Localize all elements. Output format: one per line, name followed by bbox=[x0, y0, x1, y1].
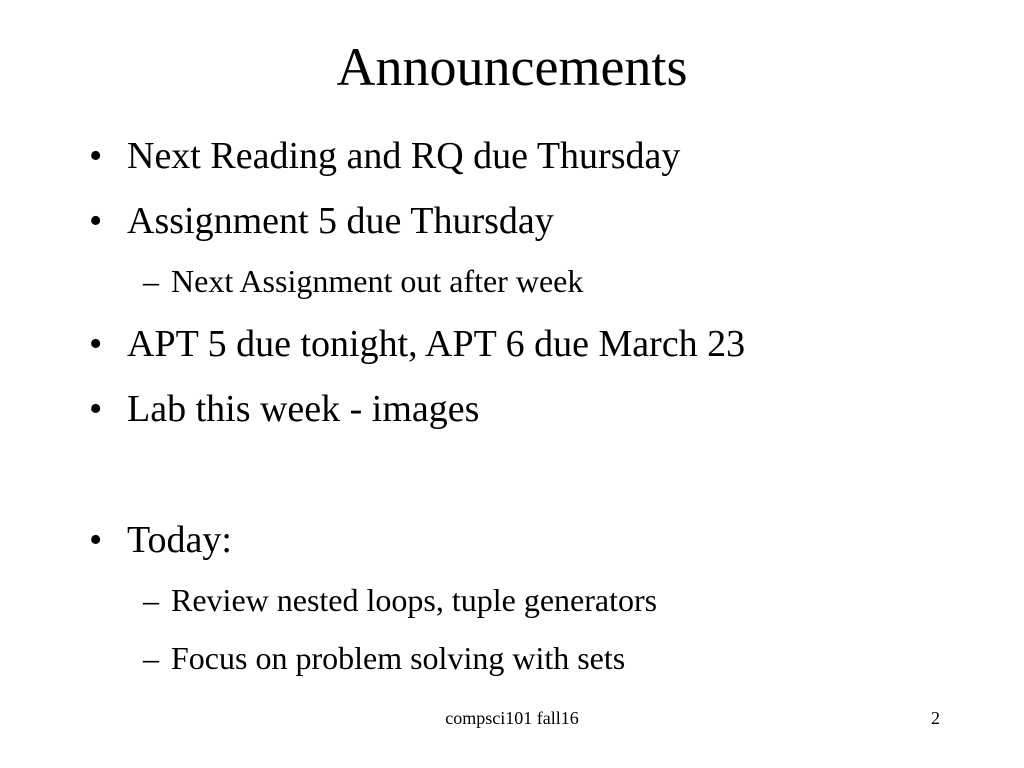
slide-title: Announcements bbox=[336, 37, 688, 97]
sub-bullet-item bbox=[143, 261, 584, 301]
bullet-item bbox=[89, 132, 681, 180]
bullet-text: Next Reading and RQ due Thursday bbox=[127, 135, 681, 177]
footer-course: compsci101 fall16 bbox=[445, 708, 579, 728]
bullet-marker: • bbox=[89, 135, 103, 177]
sub-bullet-marker: – bbox=[143, 582, 159, 618]
bullet-marker: • bbox=[89, 388, 103, 430]
bullet-item bbox=[89, 320, 746, 368]
bullet-text: Assignment 5 due Thursday bbox=[127, 200, 554, 242]
bullet-item bbox=[89, 385, 480, 433]
bullet-item bbox=[89, 516, 232, 564]
bullet-text: Today: bbox=[127, 519, 232, 561]
sub-bullet-item bbox=[143, 580, 658, 620]
bullet-marker: • bbox=[89, 323, 103, 365]
sub-bullet-marker: – bbox=[143, 263, 159, 299]
sub-bullet-text: Next Assignment out after week bbox=[171, 263, 584, 299]
page-number: 2 bbox=[931, 708, 940, 728]
sub-bullet-text: Review nested loops, tuple generators bbox=[171, 582, 658, 618]
bullet-item bbox=[89, 197, 554, 245]
bullet-marker: • bbox=[89, 200, 103, 242]
sub-bullet-item bbox=[143, 638, 626, 678]
sub-bullet-marker: – bbox=[143, 640, 159, 676]
bullet-text: APT 5 due tonight, APT 6 due March 23 bbox=[127, 323, 746, 365]
sub-bullet-text: Focus on problem solving with sets bbox=[171, 640, 626, 676]
bullet-text: Lab this week - images bbox=[127, 388, 480, 430]
bullet-marker: • bbox=[89, 519, 103, 561]
